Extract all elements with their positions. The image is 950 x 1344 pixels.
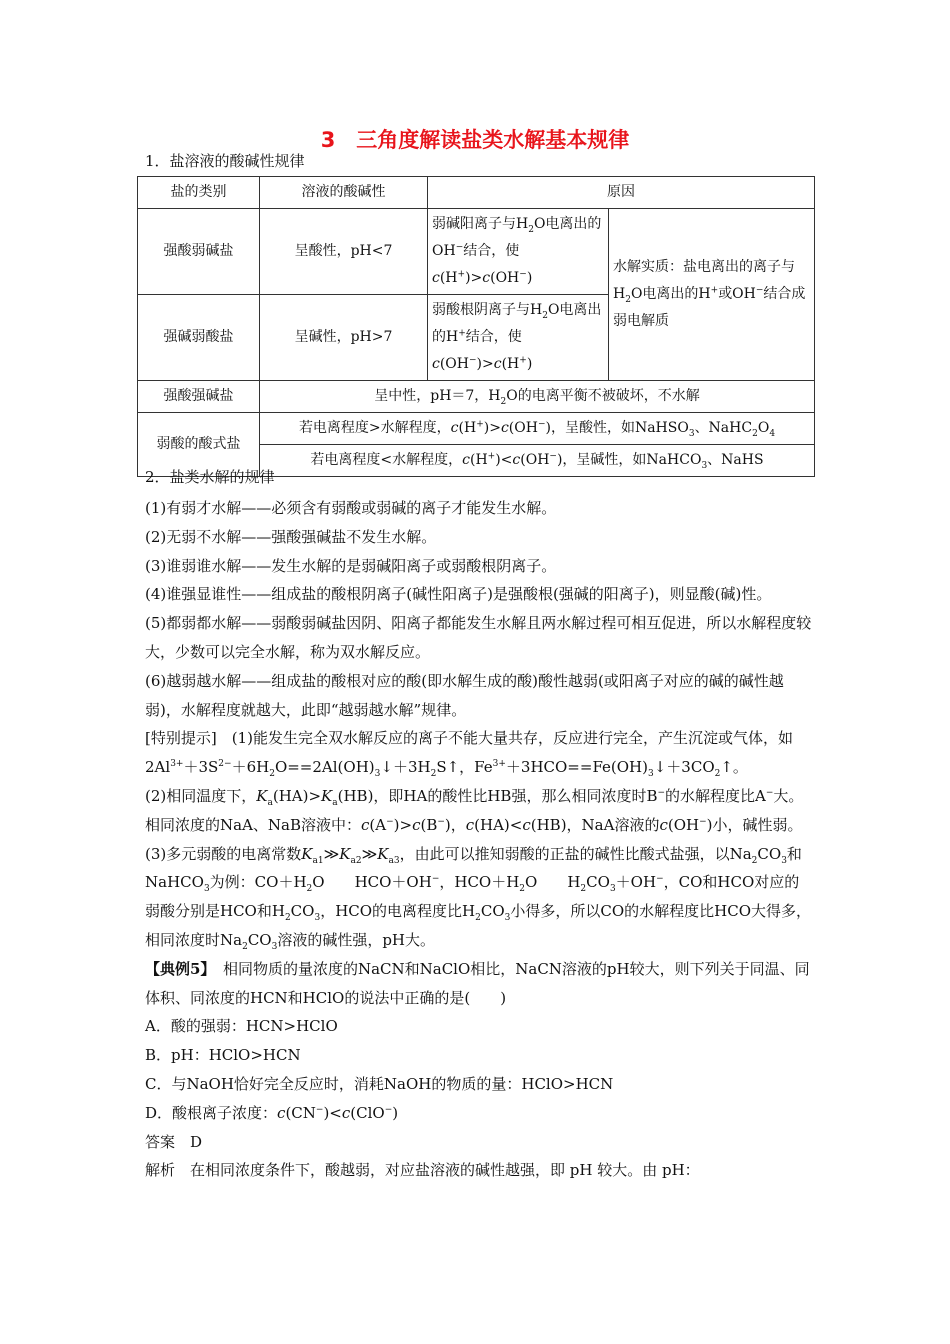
special-tip-2: (2)相同温度下，$K_a(HA)>K_a(HB)$，即HA的酸性比HB强，那么相同浓度时B−的水解程度比A−大。相同浓度的NaA、NaB溶液中：c(A−)>c(B−)，c(HA)<c(HB)，NaA溶液的c(OH−)小，碱性弱。	[145, 786, 804, 834]
neutral-desc: 呈中性，pH＝7，$H_2O$的电离平衡不被破坏，不水解	[260, 381, 815, 413]
section-heading-1: 1．盐溶液的酸碱性规律	[145, 152, 305, 170]
reason-weak-acid-anion: 弱酸根阴离子与$H_2O$电离出的H+结合，使c(OH−)>c(H+)	[428, 295, 609, 381]
rule-1: (1)有弱才水解——必须含有弱酸或弱碱的离子才能发生水解。	[145, 499, 557, 517]
page-title: 3 三角度解读盐类水解基本规律	[320, 128, 630, 152]
section-heading-2: 2．盐类水解的规律	[145, 468, 275, 486]
rule-3: (3)谁弱谁水解——发生水解的是弱碱阳离子或弱酸根阴离子。	[145, 556, 557, 575]
row-strong-base-weak-acid: 强碱弱酸盐	[138, 295, 260, 381]
option-d: D．酸根离子浓度：c(CN−)<c(ClO−)	[145, 1103, 399, 1122]
special-tip-1: [特别提示] (1)能发生完全双水解反应的离子不能大量共存，反应进行完全，产生沉淀或气体，如$2Al^{3+}+3S^{2-}+6H_2O==2Al(OH)_3↓+3H_2S↑$，$Fe^{3+}+3HCO==Fe(OH)_3↓+3CO_2↑$。	[145, 729, 793, 780]
row-acid-salt: 弱酸的酸式盐	[138, 413, 260, 477]
rule-4: (4)谁强显谁性——组成盐的酸根阴离子(碱性阳离子)是强酸根(强碱的阳离子)，则显酸(碱)性。	[145, 585, 772, 604]
row-strong-acid-weak-base: 强酸弱碱盐	[138, 209, 260, 295]
hydrolysis-essence: 水解实质：盐电离出的离子与$H_2O$电离出的H+或OH−结合成弱电解质	[609, 209, 815, 381]
row-strong-acid-strong-base: 强酸强碱盐	[138, 381, 260, 413]
header-reason: 原因	[428, 177, 815, 209]
reason-weak-base-cation: 弱碱阳离子与$H_2O$电离出的OH−结合，使c(H+)>c(OH−)	[428, 209, 609, 295]
example-stem: 相同物质的量浓度的NaCN和NaClO相比，NaCN溶液的pH较大，则下列关于同温、同体积、同浓度的HCN和HClO的说法中正确的是( )	[145, 959, 810, 1007]
header-salt-type: 盐的类别	[138, 177, 260, 209]
option-a: A．酸的强弱：HCN>HClO	[145, 1017, 338, 1036]
option-c: C．与NaOH恰好完全反应时，消耗NaOH的物质的量：HClO>HCN	[145, 1074, 614, 1093]
header-solution-nature: 溶液的酸碱性	[260, 177, 428, 209]
answer: 答案 D	[145, 1132, 203, 1151]
salt-ph-table	[137, 176, 815, 477]
rule-6: (6)越弱越水解——组成盐的酸根对应的酸(即水解生成的酸)酸性越弱(或阳离子对应的碱的碱性越弱)，水解程度就越大，此即“越弱越水解”规律。	[145, 671, 784, 719]
acid-salt-ionization: 若电离程度>水解程度，c(H+)>c(OH−)，呈酸性，如NaHSO$_3$、$NaHC_2O_4$	[260, 413, 815, 445]
row-acidic-nature: 呈酸性，pH<7	[260, 209, 428, 295]
analysis: 解析 在相同浓度条件下，酸越弱，对应盐溶液的碱性越强，即 pH 较大。由 pH：	[145, 1161, 700, 1180]
row-basic-nature: 呈碱性，pH>7	[260, 295, 428, 381]
special-tip-3: (3)多元弱酸的电离常数$K_{a1}≫K_{a2}≫K_{a3}$，由此可以推知弱酸的正盐的碱性比酸式盐强，以$Na_2CO_3$和NaHCO$_3$为例：$CO+H_2O$ HCO＋OH−，$HCO+H_2O$ $H_2CO_3+OH^-$，CO和HCO对应的弱酸分别是HCO和$H_2CO_3$，HCO的电离程度比$H_2CO_3$小得多，所以CO的水解程度比HCO大得多，相同浓度时$Na_2CO_3$溶液的碱性强，pH大。	[145, 844, 812, 952]
option-b: B．pH：HClO>HCN	[145, 1046, 301, 1065]
rule-5: (5)都弱都水解——弱酸弱碱盐因阴、阳离子都能发生水解且两水解过程可相互促进，所以水解程度较大，少数可以完全水解，称为双水解反应。	[145, 614, 812, 661]
example-5	[145, 955, 813, 1013]
rules-body	[145, 494, 813, 1185]
example-label: 【典例5】	[145, 959, 208, 978]
acid-salt-hydrolysis: 若电离程度<水解程度，c(H+)<c(OH−)，呈碱性，如NaHCO$_3$、NaHS	[260, 445, 815, 477]
rule-2: (2)无弱不水解——强酸强碱盐不发生水解。	[145, 527, 437, 546]
